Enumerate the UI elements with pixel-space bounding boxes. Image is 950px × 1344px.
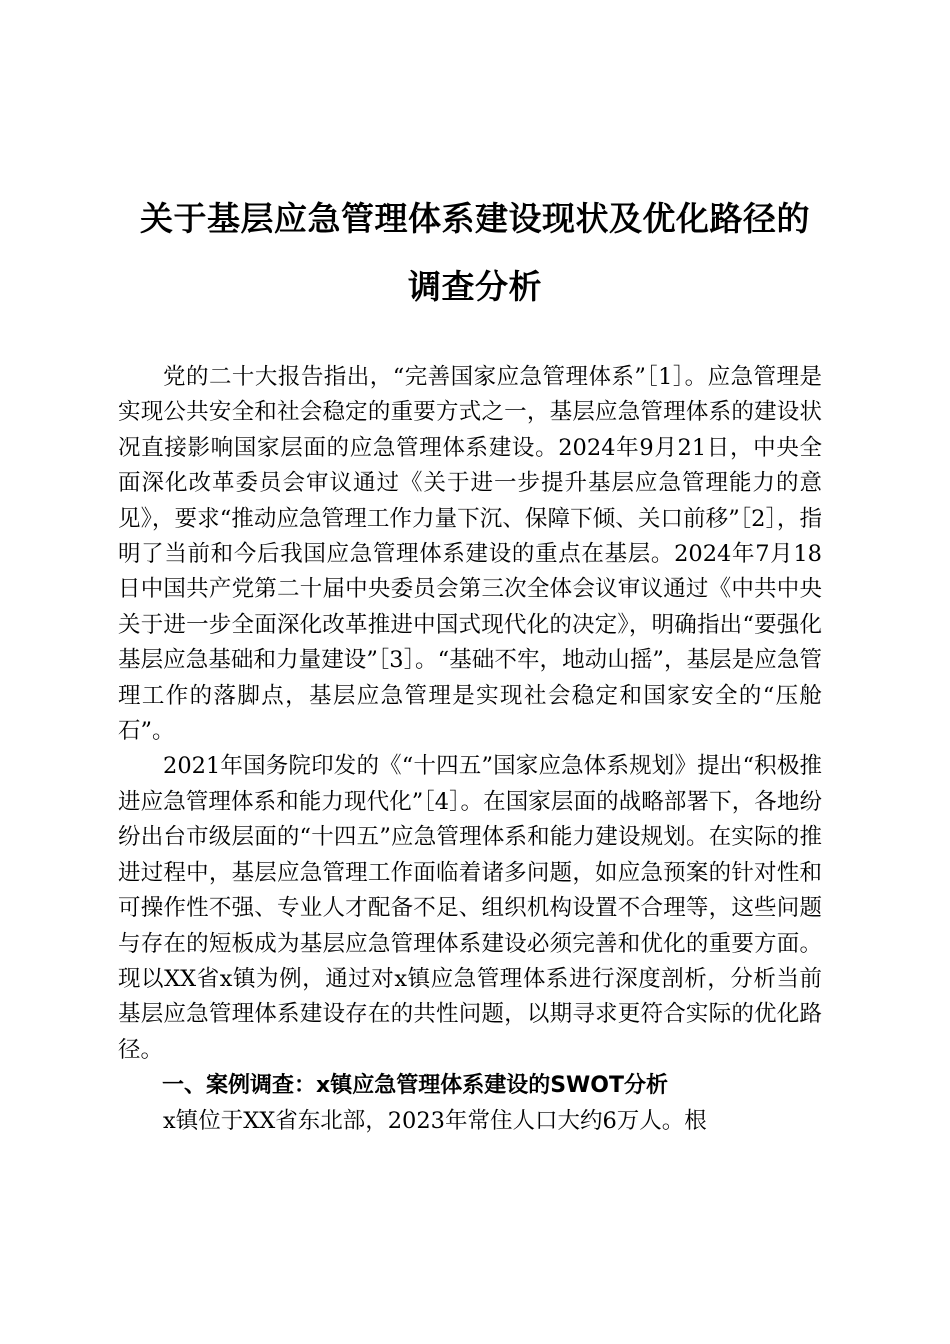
document-title-line-2: 调查分析 (408, 267, 542, 306)
section-heading: 一、案例调查：x镇应急管理体系建设的SWOT分析 (162, 1073, 669, 1099)
document-body (118, 360, 822, 1139)
paragraph-intro: 党的二十大报告指出，“完善国家应急管理体系”［1］。应急管理是实现公共安全和社会稳定的重要方式之一，基层应急管理体系的建设状况直接影响国家层面的应急管理体系建设。2024年9月21日，中央全面深化改革委员会审议通过《关于进一步提升基层应急管理能力的意见》，要求“推动应急管理工作力量下沉、保障下倾、关口前移”［2］，指明了当前和今后我国应急管理体系建设的重点在基层。2024年7月18日中国共产党第二十届中央委员会第三次全体会议审议通过《中共中央关于进一步全面深化改革推进中国式现代化的决定》，明确指出“要强化基层应急基础和力量建设”［3］。“基础不牢，地动山摇”，基层是应急管理工作的落脚点，基层应急管理是实现社会稳定和国家安全的“压舱石”。 (118, 364, 822, 745)
paragraph-case: x镇位于XX省东北部，2023年常住人口大约6万人。根 (163, 1107, 707, 1134)
paragraph-background: 2021年国务院印发的《“十四五”国家应急体系规划》提出“积极推进应急管理体系和能力现代化”［4］。在国家层面的战略部署下，各地纷纷出台市级层面的“十四五”应急管理体系和能力建设规划。在实际的推进过程中，基层应急管理工作面临着诸多问题，如应急预案的针对性和可操作性不强、专业人才配备不足、组织机构设置不合理等，这些问题与存在的短板成为基层应急管理体系建设必须完善和优化的重要方面。现以XX省x镇为例，通过对x镇应急管理体系进行深度剖析，分析当前基层应急管理体系建设存在的共性问题，以期寻求更符合实际的优化路径。 (118, 753, 822, 1063)
document-title-line-1: 关于基层应急管理体系建设现状及优化路径的 (140, 199, 810, 238)
